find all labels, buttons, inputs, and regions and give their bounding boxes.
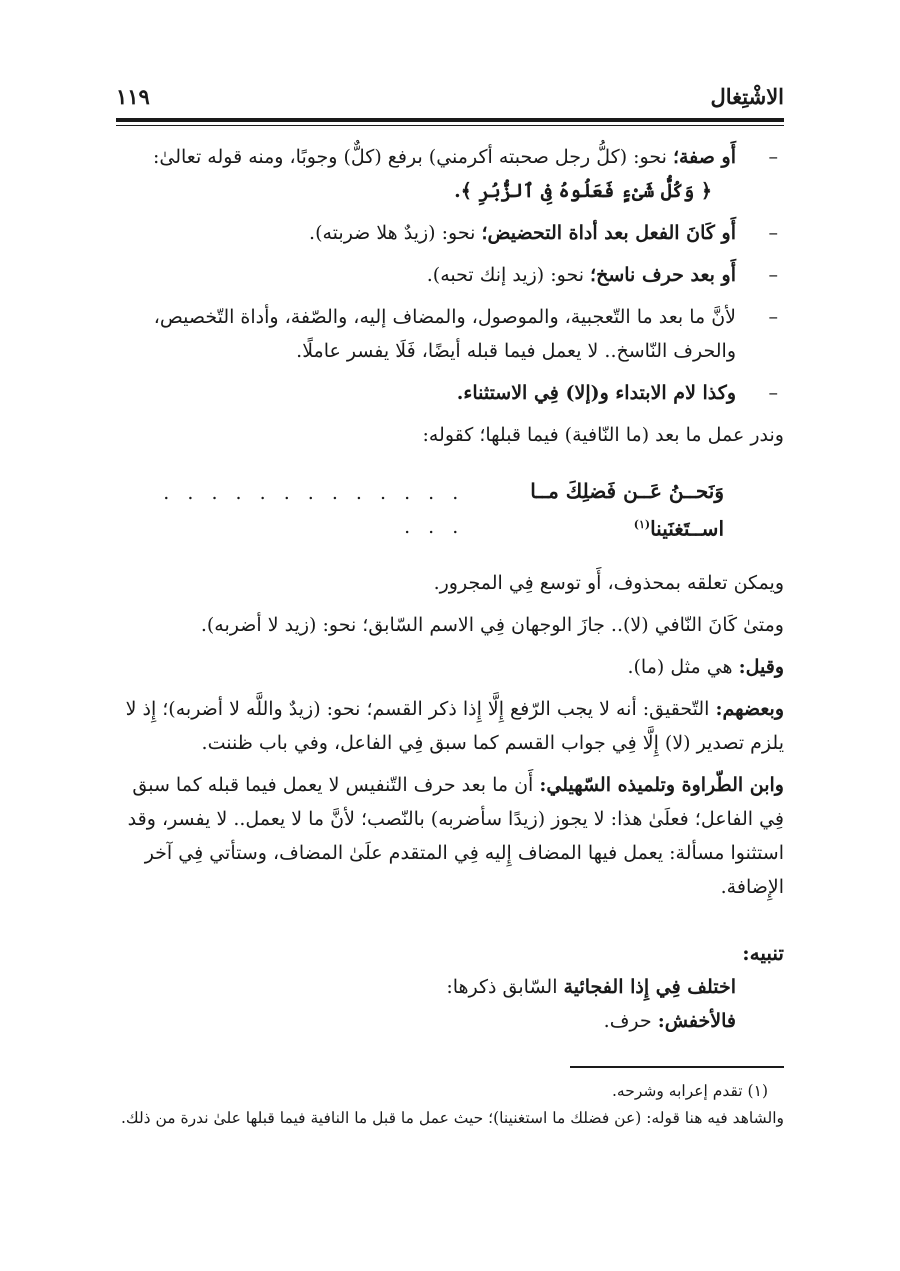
- page-number: ١١٩: [116, 84, 150, 109]
- dash-marker: –: [768, 222, 778, 244]
- para-lead: وابن الطّراوة وتلميذه السّهيلي:: [539, 773, 784, 796]
- note-heading: تنبيه:: [742, 940, 784, 965]
- paragraph: وندر عمل ما بعد (ما النّافية) فيما قبلها؛ كقوله:: [422, 424, 784, 446]
- dash-marker: –: [768, 264, 778, 286]
- paragraph: [116, 608, 784, 642]
- paragraph: [116, 692, 784, 760]
- verse-hemistich: وَنَحــنُ عَــن فَضلِكَ مــا اســتَغنَينا: [530, 479, 724, 541]
- note-text: السّابق ذكرها:: [446, 975, 564, 998]
- paragraph: [116, 650, 784, 684]
- para-text: أَن ما بعد حرف التّنفيس لا يعمل فيما قبله كما سبق فِي الفاعل؛ فعلَىٰ هذا: لا يجوز (زيدًا سأضربه) بالنّصب؛ لأنَّ ما لا يعمل.. لا يفسر، وقد استثنوا مسألة: يعمل فيها المضاف إِليه فِي المتقدم علَىٰ المضاف، وستأتي فِي آخر الإِضافة.: [127, 773, 784, 898]
- para-lead: وقيل:: [738, 655, 784, 678]
- para-text: التّحقيق: أنه لا يجب الرّفع إِلَّا إِذا ذكر القسم؛ نحو: (زيدٌ واللَّه لا أضربه)؛ إِذ لا يلزم تصدير (لا) إِلَّا فِي جواب القسم كما سبق فِي الفاعل، وفي باب ظننت.: [125, 697, 784, 754]
- dash-marker: –: [768, 306, 778, 328]
- para-text: ومتىٰ كَانَ النّافي (لا).. جازَ الوجهان فِي الاسم السّابق؛ نحو: (زيد لا أضربه).: [200, 613, 784, 636]
- dash-marker: –: [768, 146, 778, 168]
- note-line: [116, 970, 784, 1004]
- note-lead: فالأخفش:: [657, 1009, 736, 1032]
- list-item: [116, 376, 784, 410]
- paragraph: [116, 768, 784, 904]
- running-title: الاشْتِغال: [710, 84, 784, 109]
- para-text: هي مثل (ما).: [627, 655, 739, 678]
- main-text: [116, 140, 784, 1038]
- footnote-continuation: والشاهد فيه هنا قوله: (عن فضلك ما استغنينا)؛ حيث عمل ما قبل ما النافية فيما قبلها علىٰ ندرة من ذلك.: [120, 1109, 784, 1127]
- footnote-rule: [570, 1066, 784, 1068]
- header-rule-thick: [116, 118, 784, 122]
- dash-marker: –: [768, 382, 778, 404]
- para-lead: وبعضهم:: [715, 697, 784, 720]
- list-item: [116, 140, 784, 208]
- footnote-marker: (١): [633, 518, 651, 531]
- list-item: [116, 258, 784, 292]
- list-item: [116, 216, 784, 250]
- item-lead: أَو كَانَ الفعل بعد أداة التحضيض؛: [481, 222, 736, 244]
- para-text: ويمكن تعلقه بمحذوف، أَو توسع فِي المجرور.: [433, 571, 784, 594]
- item-text: نحو: (زيدٌ هلا ضربته).: [309, 222, 482, 244]
- header-rule-thin: [116, 125, 784, 126]
- verse-text: [488, 474, 784, 546]
- note-line: [116, 1004, 784, 1038]
- quran-verse: ﴿ وَكُلُّ شَىْءٍ فَعَلُوهُ فِى ٱلزُّبُرِ ﴾.: [454, 180, 712, 202]
- item-text: نحو: (زيد إنك تحبه).: [426, 264, 591, 286]
- item-lead: أَو بعد حرف ناسخ؛: [590, 264, 736, 286]
- item-lead: وكذا لام الابتداء و(إلا) فِي الاستثناء.: [456, 382, 736, 404]
- item-lead: أَو صفة؛: [672, 146, 736, 168]
- note-text: حرف.: [603, 1009, 658, 1032]
- note-lead: اختلف فِي إِذا الفجائية: [563, 975, 736, 998]
- item-text: نحو: (كلُّ رجل صحبته أكرمني) برفع (كلٌّ) وجوبًا، ومنه قوله تعالىٰ:: [152, 146, 673, 168]
- verse-dots: . . . . . . . . . . . . . . . .: [163, 481, 465, 538]
- list-item: [116, 300, 784, 368]
- item-text: لأنَّ ما بعد ما التّعجبية، والموصول، والمضاف إليه، والصّفة، وأداة التّخصيص، والحرف النّاسخ.. لا يعمل فيما قبله أيضًا، فَلَا يفسر عاملًا.: [153, 306, 736, 362]
- page-header: [116, 84, 784, 120]
- footnotes: [116, 1078, 784, 1132]
- footnote: (١) تقدم إعرابه وشرحه.: [612, 1082, 768, 1100]
- poetry-verse: [116, 474, 784, 546]
- paragraph: [116, 566, 784, 600]
